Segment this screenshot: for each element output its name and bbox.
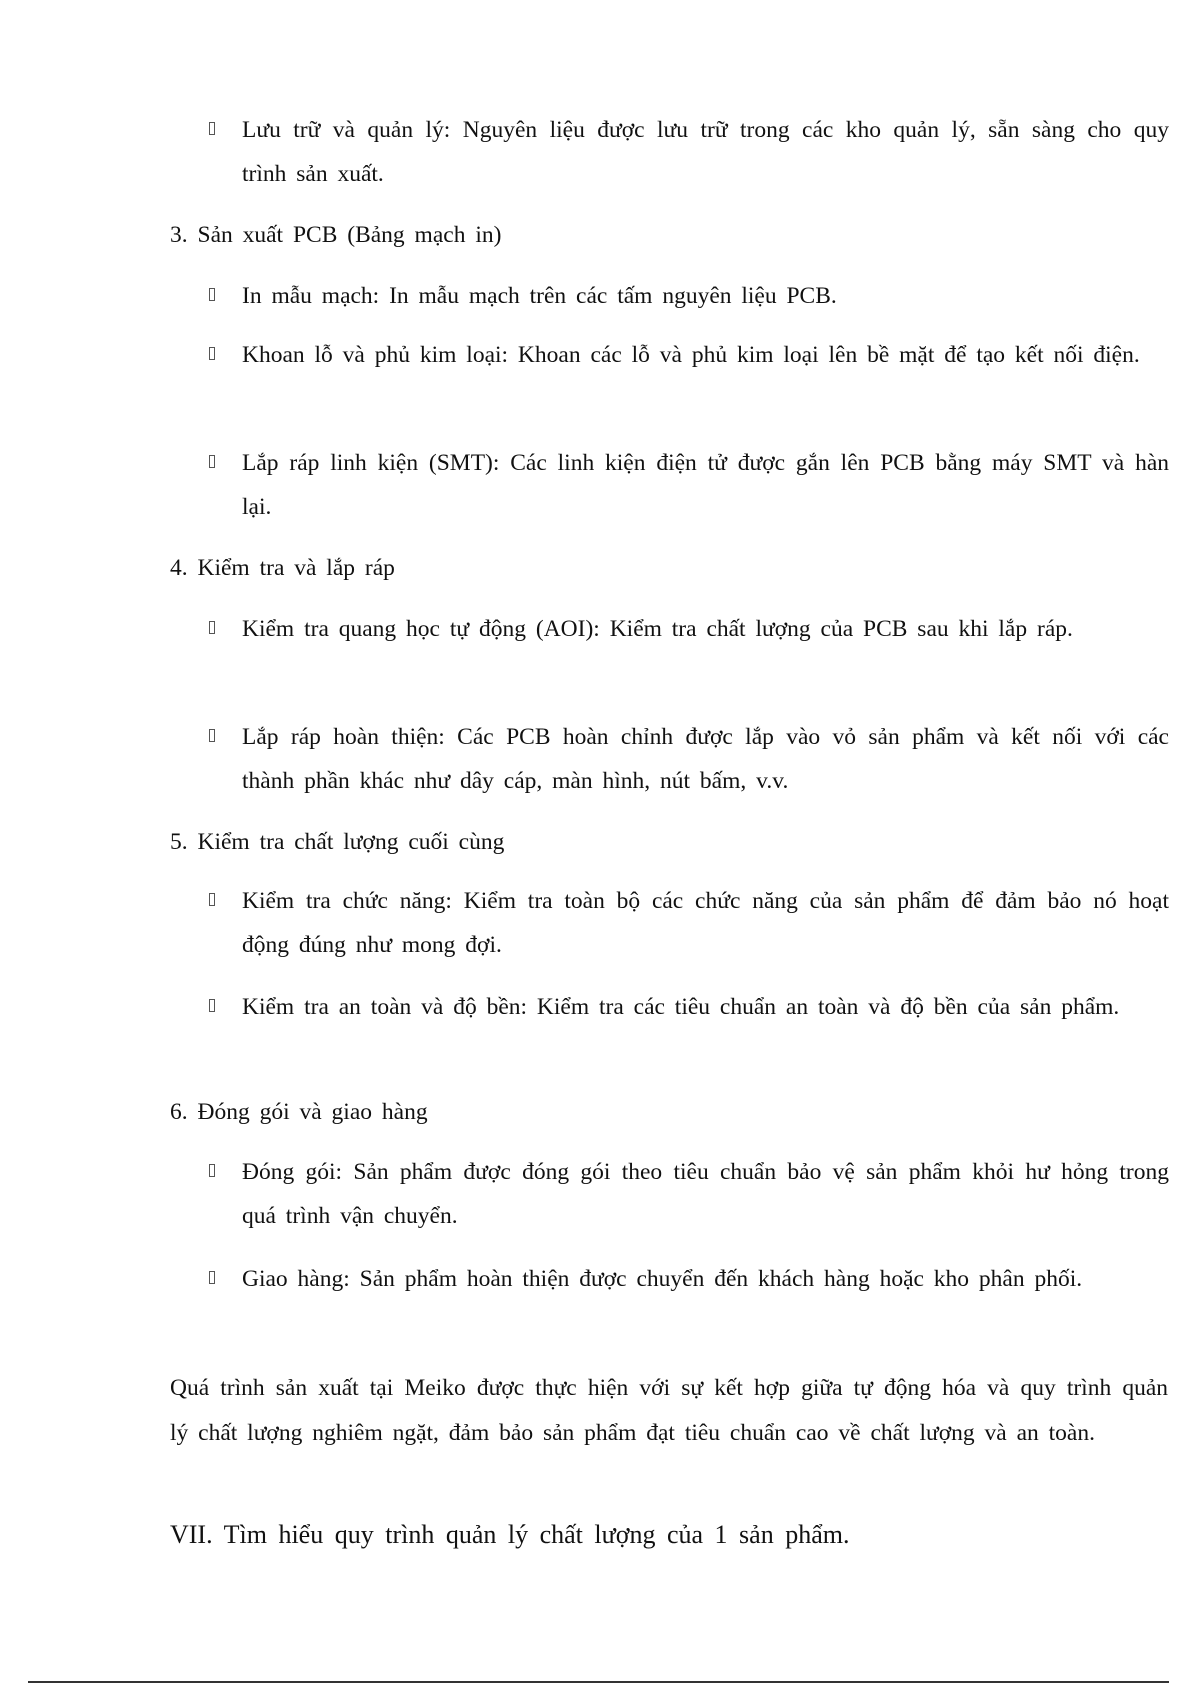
list-item-text: Lắp ráp hoàn thiện: Các PCB hoàn chỉnh được lắp vào vỏ sản phẩm và kết nối với các thành phần khác như dây cáp, màn hình, nút bấm, v.v. bbox=[242, 724, 1169, 794]
bullet-box-icon bbox=[209, 122, 215, 135]
bullet-box-icon bbox=[209, 621, 215, 634]
list-item-text: Giao hàng: Sản phẩm hoàn thiện được chuyển đến khách hàng hoặc kho phân phối. bbox=[242, 1266, 1083, 1292]
bullet-box-icon bbox=[209, 1164, 215, 1177]
list-item-text: Kiểm tra chức năng: Kiểm tra toàn bộ các chức năng của sản phẩm để đảm bảo nó hoạt động đúng như mong đợi. bbox=[242, 888, 1169, 958]
list-item-text: Đóng gói: Sản phẩm được đóng gói theo tiêu chuẩn bảo vệ sản phẩm khỏi hư hỏng trong quá trình vận chuyển. bbox=[242, 1159, 1169, 1229]
list-item-text: Kiểm tra quang học tự động (AOI): Kiểm tra chất lượng của PCB sau khi lắp ráp. bbox=[242, 616, 1073, 642]
list-item-text: Lắp ráp linh kiện (SMT): Các linh kiện điện tử được gắn lên PCB bằng máy SMT và hàn lại. bbox=[242, 450, 1169, 520]
list-item-text: Khoan lỗ và phủ kim loại: Khoan các lỗ và phủ kim loại lên bề mặt để tạo kết nối điện. bbox=[242, 342, 1140, 368]
page-bottom-rule bbox=[28, 1681, 1169, 1683]
list-item-text: Lưu trữ và quản lý: Nguyên liệu được lưu trữ trong các kho quản lý, sẵn sàng cho quy trình sản xuất. bbox=[242, 117, 1169, 187]
bullet-box-icon bbox=[209, 893, 215, 906]
section-heading: 5. Kiểm tra chất lượng cuối cùng bbox=[170, 829, 505, 855]
list-item-text: In mẫu mạch: In mẫu mạch trên các tấm nguyên liệu PCB. bbox=[242, 283, 837, 309]
section-heading: 6. Đóng gói và giao hàng bbox=[170, 1099, 428, 1125]
list-item-text: Kiểm tra an toàn và độ bền: Kiểm tra các tiêu chuẩn an toàn và độ bền của sản phẩm. bbox=[242, 994, 1120, 1020]
section-heading: 4. Kiểm tra và lắp ráp bbox=[170, 555, 395, 581]
section-title: VII. Tìm hiểu quy trình quản lý chất lượng của 1 sản phẩm. bbox=[170, 1520, 850, 1549]
bullet-box-icon bbox=[209, 347, 215, 360]
summary-paragraph: Quá trình sản xuất tại Meiko được thực hiện với sự kết hợp giữa tự động hóa và quy trình quản lý chất lượng nghiêm ngặt, đảm bảo sản phẩm đạt tiêu chuẩn cao về chất lượng và an toàn. bbox=[170, 1375, 1168, 1446]
bullet-box-icon bbox=[209, 455, 215, 468]
bullet-box-icon bbox=[209, 729, 215, 742]
bullet-box-icon bbox=[209, 288, 215, 301]
bullet-box-icon bbox=[209, 999, 215, 1012]
section-heading: 3. Sản xuất PCB (Bảng mạch in) bbox=[170, 222, 502, 248]
bullet-box-icon bbox=[209, 1271, 215, 1284]
